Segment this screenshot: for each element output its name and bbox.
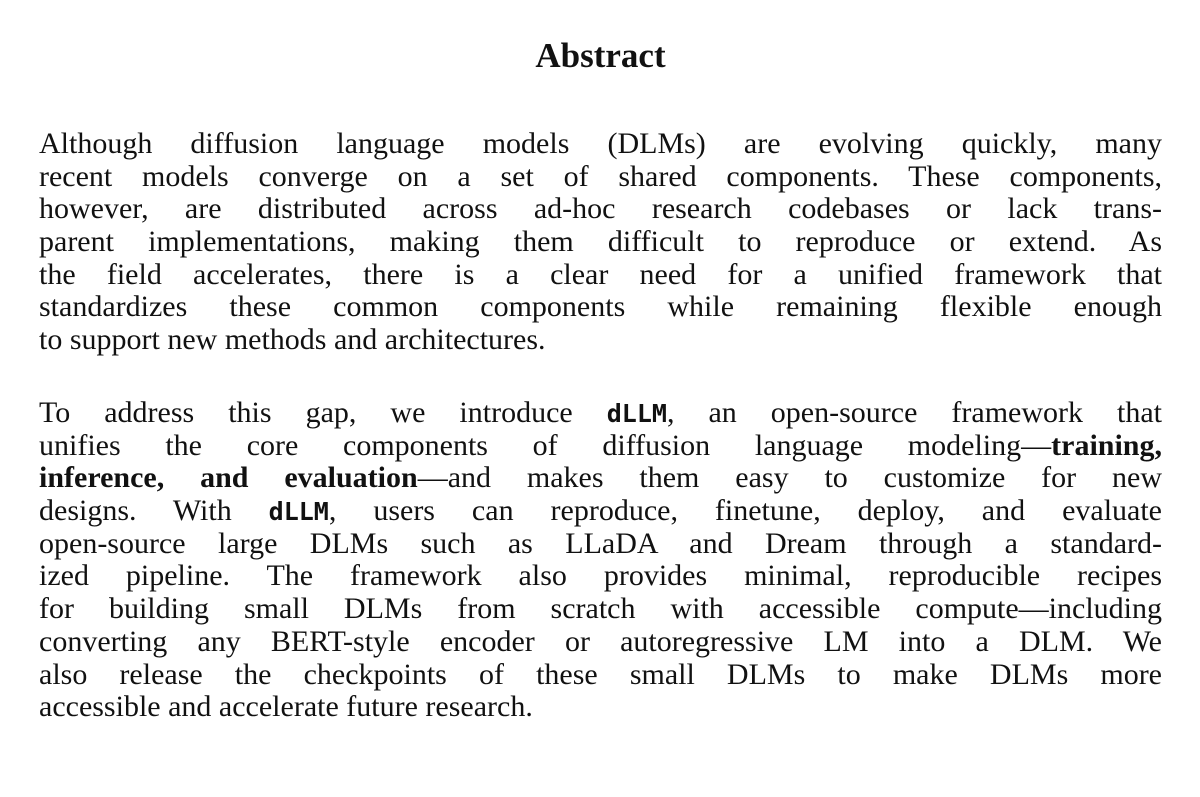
dllm-code-name: dLLM [268, 497, 329, 527]
paragraph-2-line-9: also release the checkpoints of these small DLMs to make DLMs more [39, 657, 1162, 691]
text-fragment: , an open-source framework that [666, 396, 1162, 429]
bold-emphasis: inference, and evaluation [39, 461, 418, 495]
paper-page [39, 0, 1162, 797]
paragraph-1-line-7: to support new methods and architectures. [39, 323, 546, 357]
paragraph-2-line-8: converting any BERT-style encoder or autoregressive LM into a DLM. We [39, 624, 1162, 658]
paragraph-2-line-10: accessible and accelerate future research. [39, 690, 533, 724]
paragraph-1-line-6: standardizes these common components while remaining flexible enough [39, 290, 1162, 324]
text-fragment: designs. With [39, 494, 269, 528]
paragraph-1-line-2: recent models converge on a set of shared components. These components, [39, 159, 1162, 193]
paragraph-2-line-5: open-source large DLMs such as LLaDA and Dream through a standard- [39, 526, 1162, 560]
abstract-heading: Abstract [535, 36, 666, 75]
text-fragment: , users can reproduce, finetune, deploy, and evaluate [328, 494, 1162, 528]
abstract-paragraph-2 [39, 397, 1162, 724]
text-fragment: To address this gap, we introduce [39, 396, 607, 429]
text-fragment: —and makes them easy to customize for new [417, 461, 1162, 495]
paragraph-2-line-6: ized pipeline. The framework also provides minimal, reproducible recipes [39, 559, 1162, 593]
dllm-code-name: dLLM [606, 399, 667, 428]
abstract-paragraph-1 [39, 128, 1162, 357]
paragraph-2-line-3 [39, 462, 1162, 495]
paragraph-1-line-1: Although diffusion language models (DLMs) are evolving quickly, many [39, 127, 1162, 160]
bold-emphasis: training, [1051, 428, 1162, 462]
paragraph-2-line-2 [39, 430, 1162, 463]
text-fragment: unifies the core components of diffusion language modeling— [39, 428, 1052, 462]
paragraph-1-line-4: parent implementations, making them difficult to reproduce or extend. As [39, 225, 1162, 259]
paragraph-2-line-1 [39, 397, 1162, 430]
paragraph-1-line-5: the field accelerates, there is a clear need for a unified framework that [39, 257, 1162, 291]
paragraph-2-line-4 [39, 495, 1162, 528]
paragraph-1-line-3: however, are distributed across ad-hoc research codebases or lack trans- [39, 192, 1162, 226]
paragraph-2-line-7: for building small DLMs from scratch with accessible compute—including [39, 592, 1162, 626]
